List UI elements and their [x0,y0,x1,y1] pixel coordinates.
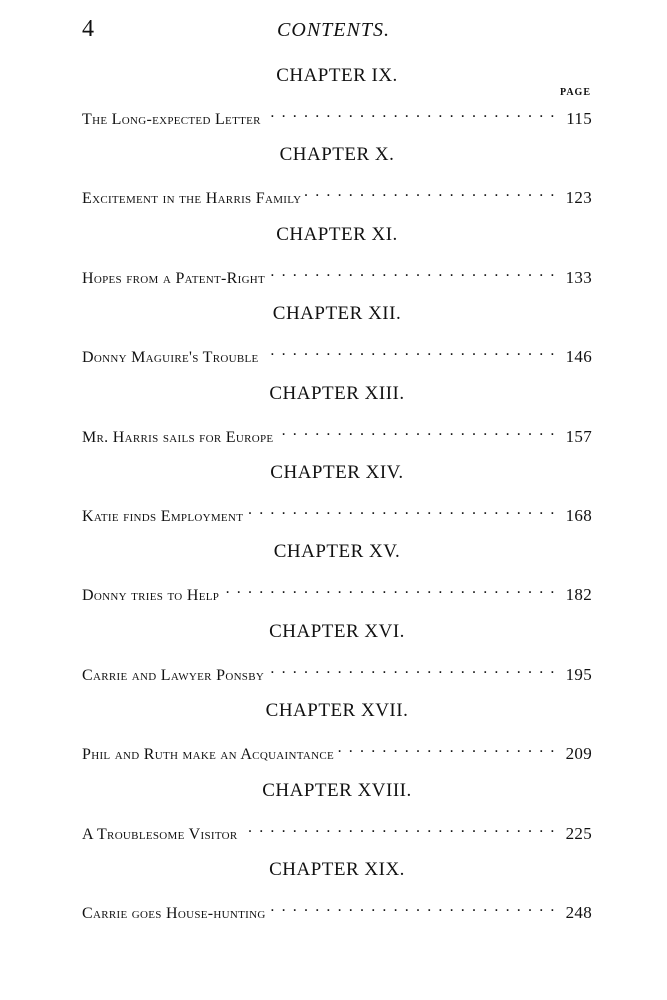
toc-line [82,261,592,290]
dot-leader [269,261,556,283]
chapter-title: Katie finds Employment [82,507,244,525]
toc-line [82,420,592,449]
chapter-page-number: 209 [565,744,592,764]
toc-line [82,896,592,925]
chapter-title: A Troublesome Visitor [82,825,238,843]
chapter-page-number: 182 [565,585,592,605]
dot-leader [270,896,556,918]
toc-entry [82,461,592,540]
toc-entry [82,620,592,699]
chapter-heading: CHAPTER XVIII. [262,779,412,801]
dot-leader [268,658,556,680]
chapter-page-number: 123 [565,188,592,208]
toc-entry [82,858,592,937]
page-number: 4 [82,16,94,42]
chapter-page-number: 225 [565,823,592,843]
toc-line [82,102,592,131]
chapter-heading: CHAPTER XV. [273,541,401,563]
toc-entry [82,223,592,302]
toc-line [82,340,592,369]
chapter-page-number: 248 [565,902,592,922]
running-head: CONTENTS. [277,19,390,41]
chapter-page-number: 168 [565,505,592,525]
dot-leader [247,499,556,521]
dot-leader [265,102,556,124]
chapter-heading: CHAPTER XIII. [269,382,405,404]
chapter-heading: CHAPTER XVI. [269,620,405,642]
chapter-title: Carrie and Lawyer Ponsby [82,666,265,684]
toc-line [82,181,592,210]
chapter-title: Carrie goes House-hunting [82,904,266,922]
toc-entry [82,779,592,858]
chapter-title: Mr. Harris sails for Europe [82,428,274,446]
dot-leader [263,340,557,362]
toc-entry [82,540,592,619]
chapter-title: Donny Maguire's Trouble [82,349,259,367]
chapter-page-number: 195 [565,664,592,684]
dot-leader [242,817,556,839]
chapter-title: Phil and Ruth make an Acquaintance [82,746,335,764]
toc-entry [82,382,592,461]
toc-entry [82,143,592,222]
chapter-page-number: 115 [566,109,592,128]
toc-line [82,817,592,846]
toc-entry [82,699,592,778]
chapter-heading: CHAPTER IX. [276,65,398,86]
table-of-contents [82,64,592,937]
dot-leader [223,578,556,600]
dot-leader [338,737,556,759]
chapter-page-number: 157 [565,426,592,446]
dot-leader [305,181,556,203]
dot-leader [277,420,556,442]
chapter-heading: CHAPTER XIX. [269,858,405,880]
toc-entry [82,302,592,381]
chapter-title: The Long-expected Letter [82,111,261,128]
page-column-label: PAGE [559,87,591,98]
chapter-title: Excitement in the Harris Family [82,190,302,208]
chapter-heading: CHAPTER XII. [272,303,402,325]
chapter-page-number: 146 [565,347,592,367]
toc-line [82,737,592,766]
chapter-heading: CHAPTER XIV. [270,461,404,483]
chapter-heading: CHAPTER XVII. [265,700,409,722]
chapter-title: Donny tries to Help [82,587,220,605]
toc-line [82,658,592,687]
chapter-heading: CHAPTER X. [279,144,395,166]
chapter-heading: CHAPTER XI. [276,223,398,245]
toc-line [82,499,592,528]
toc-entry [82,64,592,143]
toc-line [82,578,592,607]
chapter-page-number: 133 [565,267,592,287]
chapter-title: Hopes from a Patent-Right [82,269,266,287]
